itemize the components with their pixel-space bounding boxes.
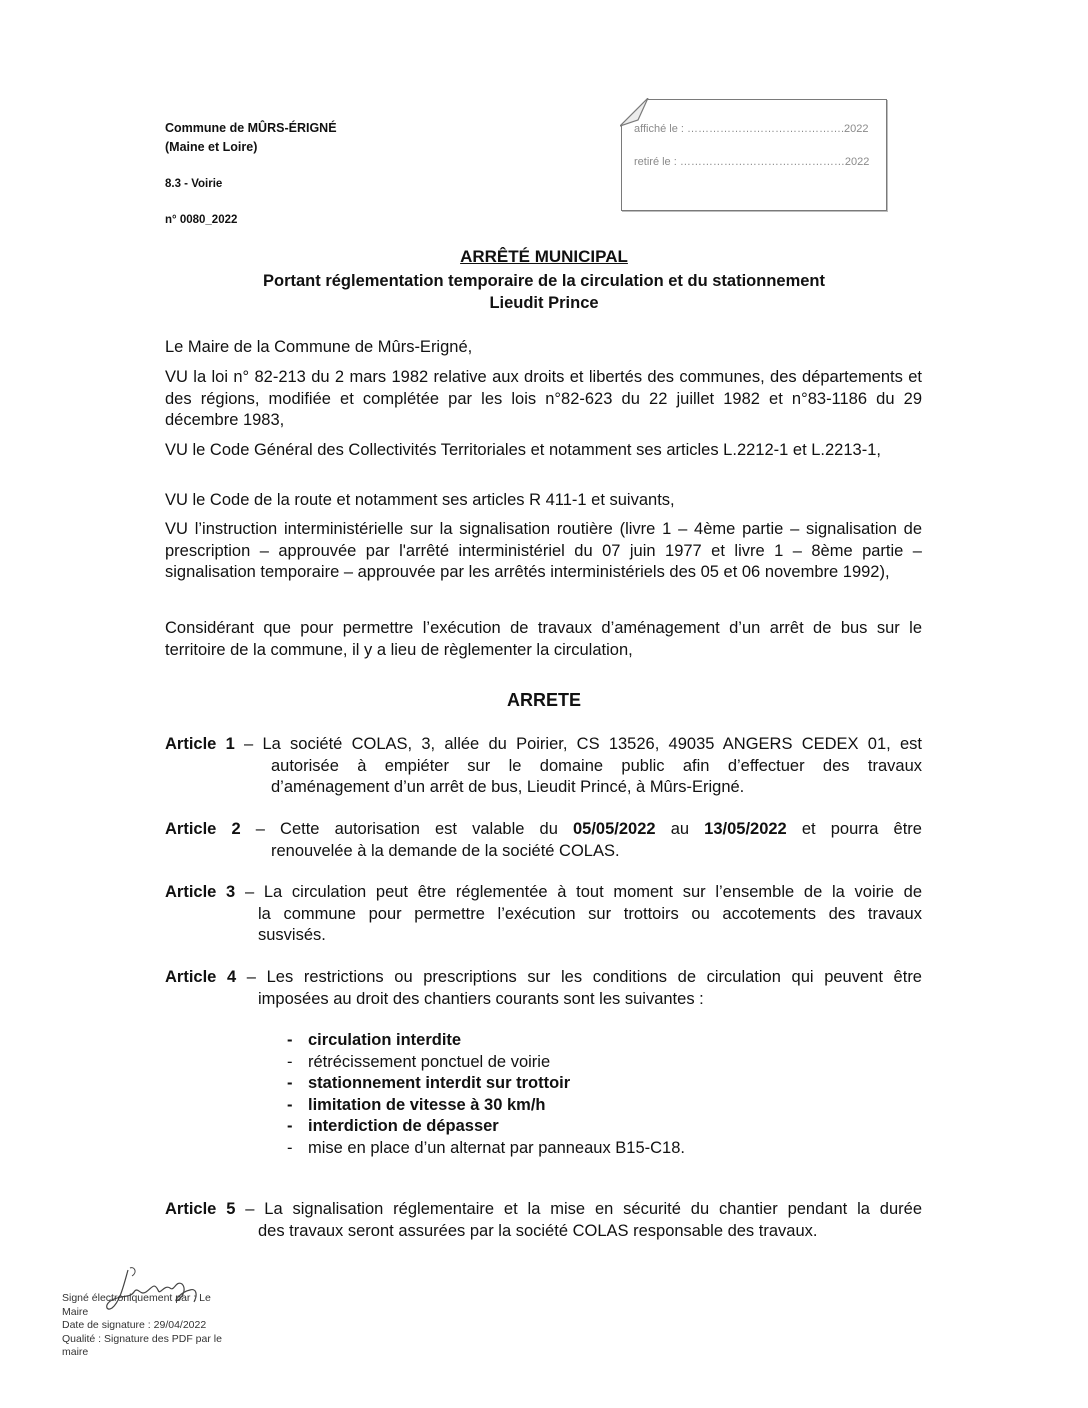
preamble-intro: Le Maire de la Commune de Mûrs-Erigné,	[165, 338, 473, 356]
article-5: Article 5 – La signalisation réglementaire et la mise en sécurité du chantier pendant la durée des travaux seront assurées par la société COLAS responsable des travaux.	[165, 1200, 922, 1240]
preamble-vu-cgct: VU le Code Général des Collectivités Territoriales et notamment ses articles L.2212-1 et L.2213-1,	[165, 441, 881, 459]
article-1: Article 1 – La société COLAS, 3, allée du Poirier, CS 13526, 49035 ANGERS CEDEX 01, est autorisée à empiéter sur le domaine public afin d’effectuer des travaux d’aménagement d’un arrêt de bus, Lieudit Princé, à Mûrs-Erigné.	[165, 735, 922, 796]
document-number: n° 0080_2022	[165, 214, 238, 226]
department: (Maine et Loire)	[165, 140, 258, 154]
preamble-vu-code-route: VU le Code de la route et notamment ses articles R 411-1 et suivants,	[165, 491, 675, 509]
article-3-label: Article 3	[165, 883, 236, 901]
posting-stamp	[621, 99, 887, 211]
subtitle-location: Lieudit Prince	[489, 294, 599, 312]
article-1-label: Article 1	[165, 735, 235, 753]
start-date: 05/05/2022	[572, 820, 656, 838]
preamble-vu-loi: VU la loi n° 82-213 du 2 mars 1982 relative aux droits et libertés des communes, des départements et des régions, modifiée et complétée par les lois n°82-623 du 22 juillet 1982 et n°83-1186 du 29 décembre 1983,	[165, 368, 922, 429]
preamble-vu-instruction: VU l’instruction interministérielle sur la signalisation routière (livre 1 – 4ème partie – signalisation de prescription – approuvée par l'arrêté interministériel du 07 juin 1977 et livre 1 – 8ème partie – signalisation temporaire – approuvée par les arrêtés interministériels des 05 et 06 novembre 1992),	[165, 520, 922, 581]
signature-date: Date de signature : 29/04/2022	[62, 1319, 207, 1331]
category: 8.3 - Voirie	[165, 178, 223, 190]
article-5-label: Article 5	[165, 1200, 236, 1218]
list-item: - circulation interdite	[287, 1031, 462, 1049]
stamp-retire: retiré le : ………………………………………2022	[634, 156, 870, 168]
signature-quality: Qualité : Signature des PDF par le maire	[62, 1332, 222, 1358]
restrictions-list	[287, 1030, 685, 1159]
commune-name: Commune de MÛRS-ÉRIGNÉ	[165, 121, 337, 135]
list-item: - rétrécissement ponctuel de voirie	[287, 1052, 551, 1071]
arrete-heading: ARRETE	[506, 690, 581, 710]
preamble-considerant: Considérant que pour permettre l’exécution de travaux d’aménagement d’un arrêt de bus sur le territoire de la commune, il y a lieu de règlementer la circulation,	[165, 619, 922, 659]
article-3: Article 3 – La circulation peut être réglementée à tout moment sur l’ensemble de la voirie de la commune pour permettre l’exécution sur trottoirs ou accotements des travaux susvisés.	[165, 883, 923, 944]
list-item: - mise en place d’un alternat par panneaux B15-C18.	[287, 1138, 685, 1157]
signed-by: Signé électroniquement par : Le Maire	[62, 1292, 211, 1318]
list-item: - limitation de vitesse à 30 km/h	[287, 1095, 546, 1114]
article-2: Article 2 – Cette autorisation est valable du 05/05/2022 au 13/05/2022 et pourra être renouvelée à la demande de la société COLAS.	[165, 820, 922, 860]
electronic-signature	[62, 1292, 232, 1360]
subtitle: Portant réglementation temporaire de la circulation et du stationnement	[262, 272, 825, 290]
end-date: 13/05/2022	[704, 820, 787, 838]
page-title: ARRÊTÉ MUNICIPAL	[460, 247, 628, 266]
article-4-label: Article 4	[165, 968, 237, 986]
stamp-affiche: affiché le : …………………………………….2022	[634, 123, 869, 135]
article-4: Article 4 – Les restrictions ou prescriptions sur les conditions de circulation qui peuvent être imposées au droit des chantiers courants sont les suivantes :	[165, 968, 922, 1008]
list-item: - stationnement interdit sur trottoir	[287, 1074, 571, 1092]
article-2-label: Article 2	[165, 820, 241, 838]
list-item: - interdiction de dépasser	[287, 1117, 499, 1135]
